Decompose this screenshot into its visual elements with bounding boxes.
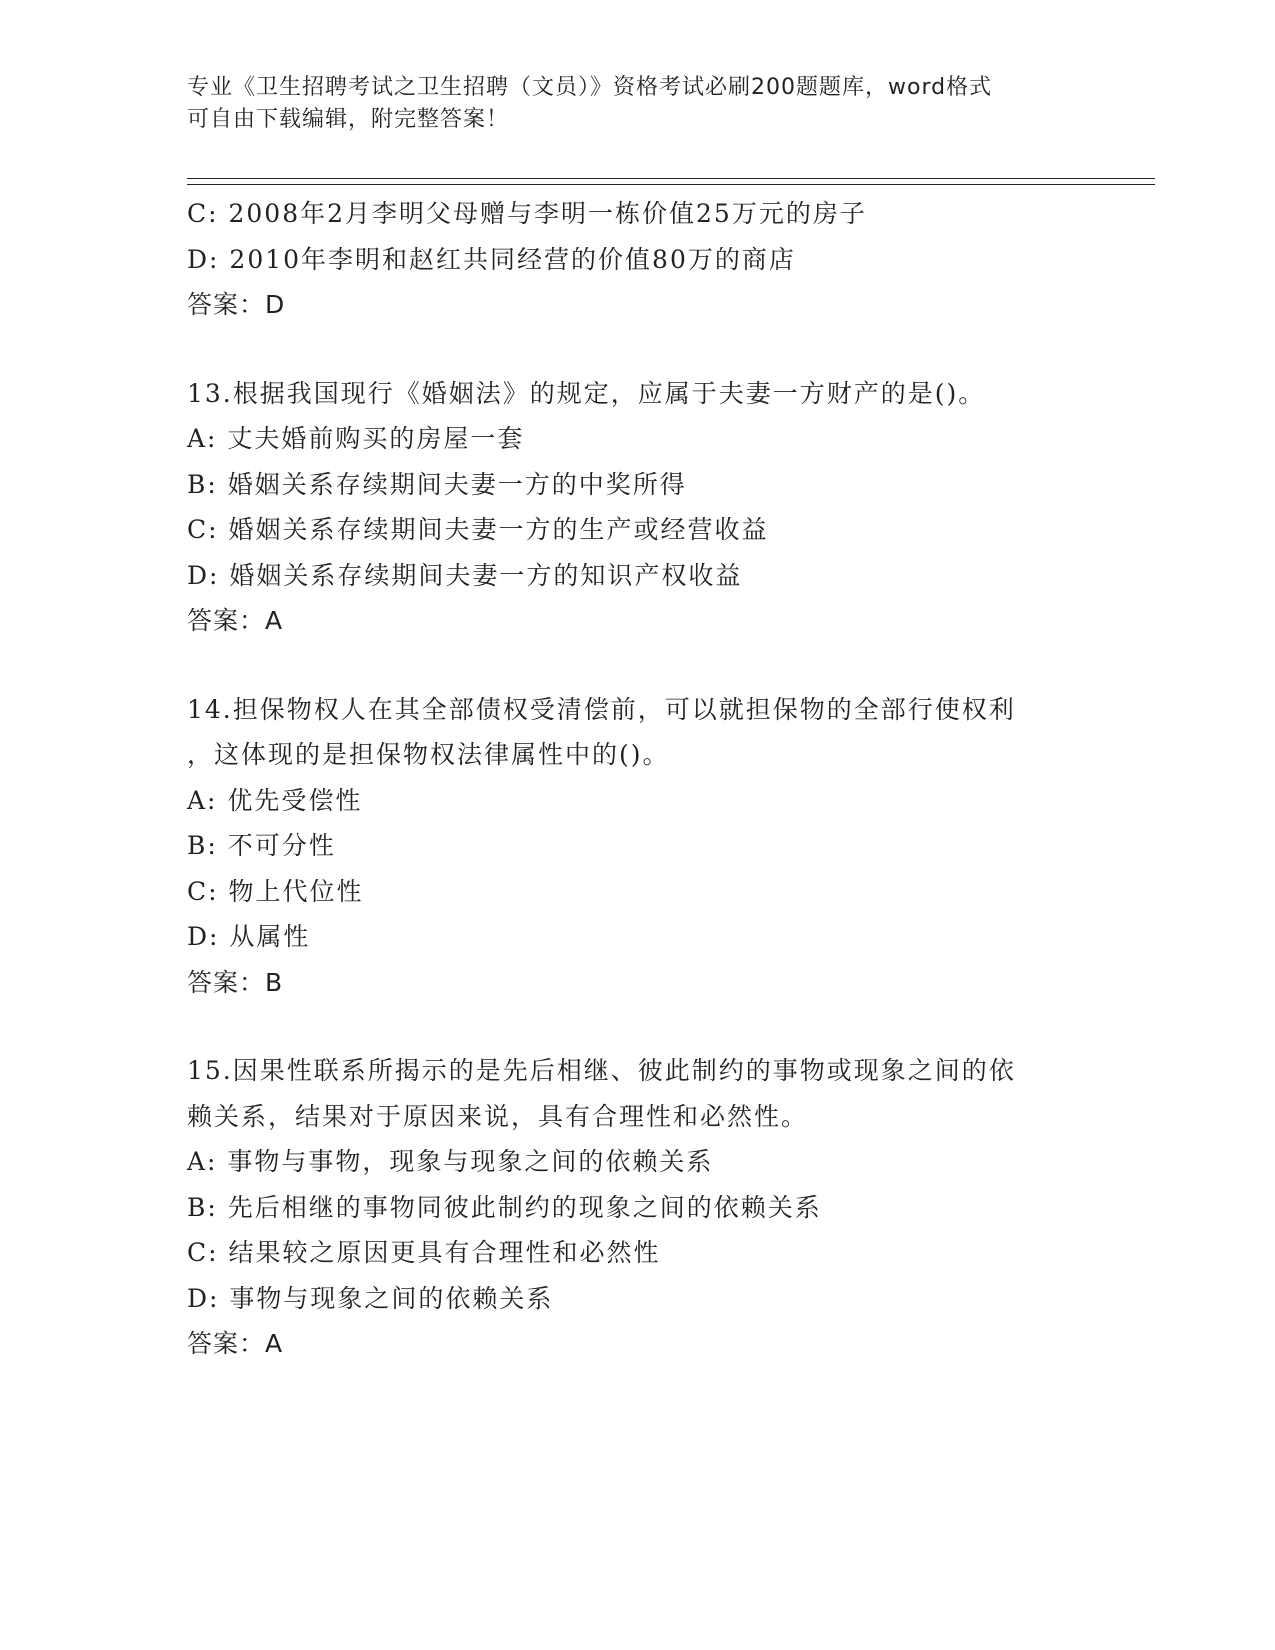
option-b: B: 不可分性 [187, 831, 336, 860]
option-d: D: 婚姻关系存续期间夫妻一方的知识产权收益 [187, 560, 743, 590]
option-c: C: 2008年2月李明父母赠与李明一栋价值25万元的房子 [187, 199, 867, 228]
option-c: C: 婚姻关系存续期间夫妻一方的生产或经营收益 [187, 515, 769, 544]
question-stem-line-2: ，这体现的是担保物权法律属性中的()。 [187, 740, 670, 769]
document-header [187, 72, 1087, 136]
option-d: D: 事物与现象之间的依赖关系 [187, 1283, 554, 1313]
question-spacer [187, 328, 1087, 371]
header-title-line-1: 专业《卫生招聘考试之卫生招聘（文员）》资格考试必刷200题题库，word格式 [187, 75, 993, 100]
header-divider-bottom [187, 184, 1155, 185]
answer-line: 答案：B [187, 967, 284, 997]
question-list [187, 191, 1087, 1367]
header-title-line-2: 可自由下载编辑，附完整答案！ [187, 107, 510, 132]
answer-line: 答案：A [187, 606, 284, 635]
question-14 [187, 687, 1087, 1006]
question-stem-line-1: 14.担保物权人在其全部债权受清偿前，可以就担保物的全部行使权利 [187, 694, 1016, 724]
question-stem: 13.根据我国现行《婚姻法》的规定，应属于夫妻一方财产的是()。 [187, 378, 986, 408]
option-a: A: 丈夫婚前购买的房屋一套 [187, 424, 525, 453]
option-d: D: 从属性 [187, 922, 311, 951]
question-12-tail [187, 191, 1087, 328]
question-15 [187, 1048, 1087, 1367]
option-b: B: 先后相继的事物同彼此制约的现象之间的依赖关系 [187, 1192, 822, 1222]
question-spacer [187, 644, 1087, 687]
option-a: A: 事物与事物，现象与现象之间的依赖关系 [187, 1147, 714, 1176]
option-d: D: 2010年李明和赵红共同经营的价值80万的商店 [187, 244, 796, 274]
option-c: C: 物上代位性 [187, 876, 364, 906]
option-b: B: 婚姻关系存续期间夫妻一方的中奖所得 [187, 469, 687, 499]
question-spacer [187, 1005, 1087, 1048]
option-c: C: 结果较之原因更具有合理性和必然性 [187, 1238, 661, 1267]
option-a: A: 优先受偿性 [187, 785, 363, 815]
question-stem-line-1: 15.因果性联系所揭示的是先后相继、彼此制约的事物或现象之间的依 [187, 1056, 1016, 1085]
answer-line: 答案：A [187, 1329, 284, 1358]
question-stem-line-2: 赖关系，结果对于原因来说，具有合理性和必然性。 [187, 1101, 809, 1131]
header-divider-top [187, 178, 1155, 179]
answer-line: 答案：D [187, 290, 286, 319]
question-13 [187, 371, 1087, 644]
